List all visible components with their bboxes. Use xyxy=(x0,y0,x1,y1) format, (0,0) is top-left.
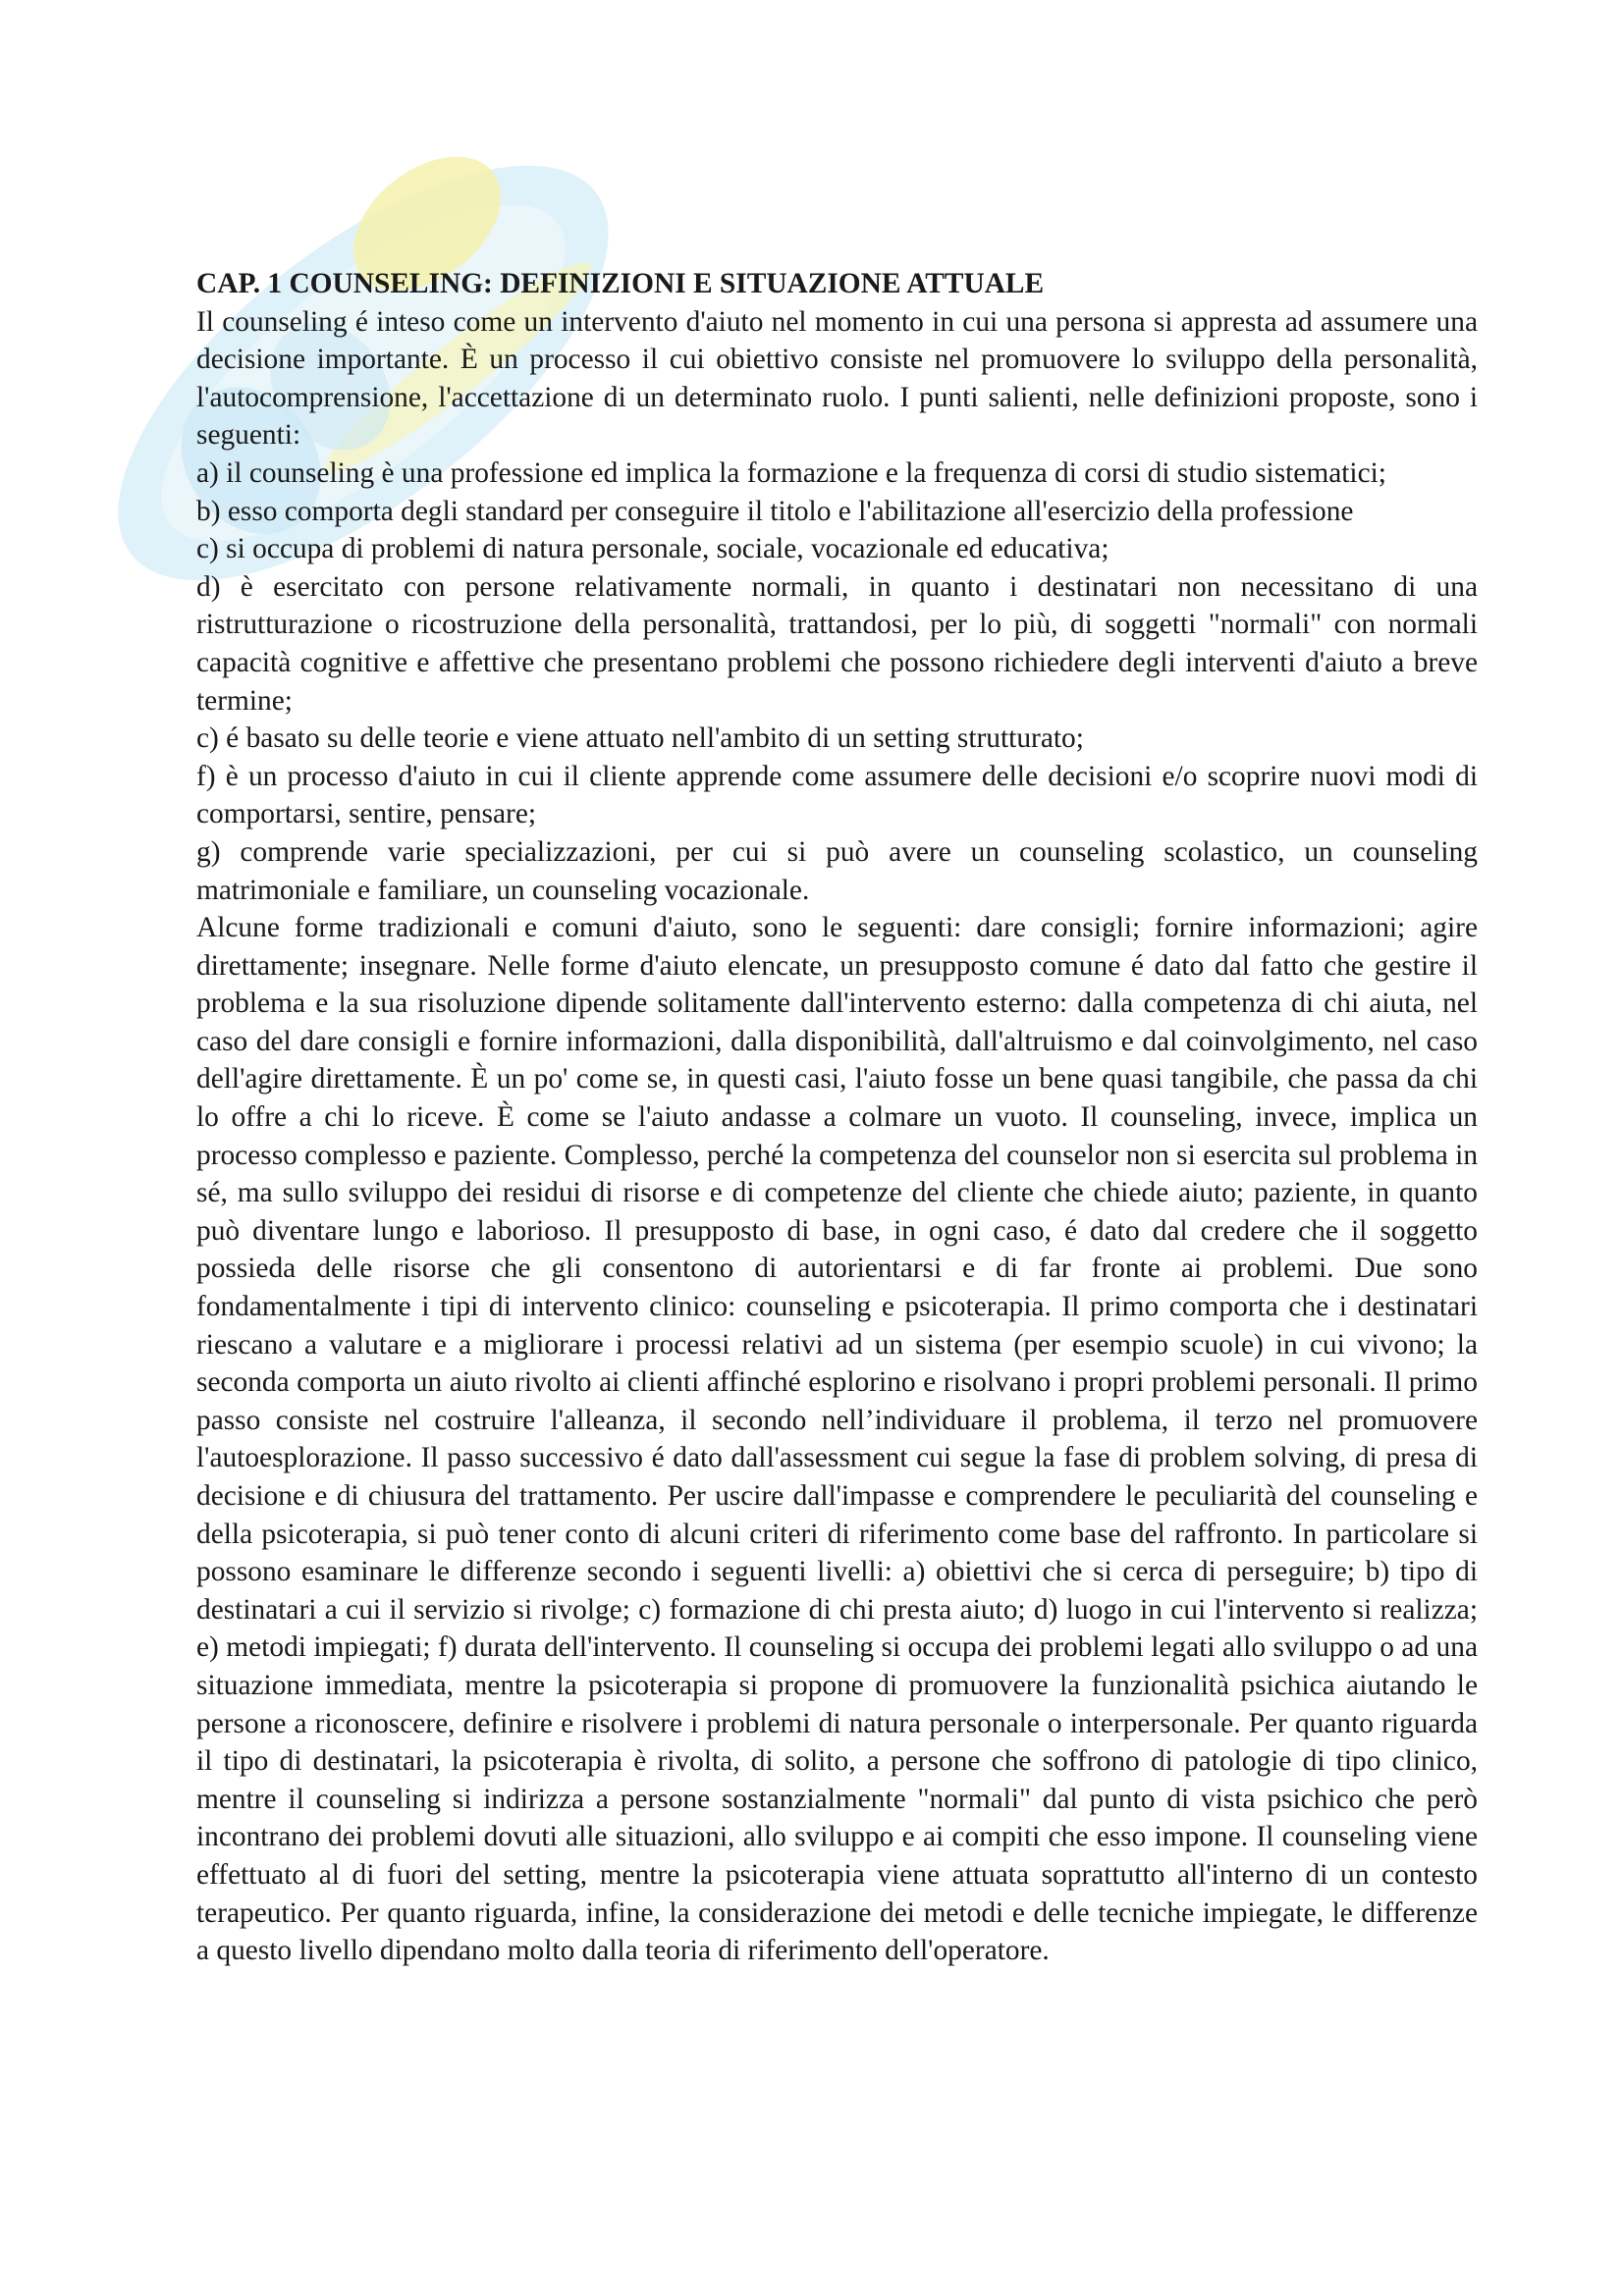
point-a: a) il counseling è una professione ed implica la formazione e la frequenza di corsi di studio sistematici; xyxy=(196,456,1386,489)
point-d: d) è esercitato con persone relativamente normali, in quanto i destinatari non necessitano di una ristrutturazione o ricostruzione della personalità, trattandosi, per lo più, di soggetti "normali" con normali capacità cognitive e affettive che presentano problemi che possono richiedere degli interventi d'aiuto a breve termine; xyxy=(196,570,1478,717)
intro-paragraph: Il counseling é inteso come un intervento d'aiuto nel momento in cui una persona si appresta ad assumere una decisione importante. È un processo il cui obiettivo consiste nel promuovere lo sviluppo della personalità, l'autocomprensione, l'accettazione di un determinato ruolo. I punti salienti, nelle definizioni proposte, sono i seguenti: xyxy=(196,305,1478,452)
point-f: f) è un processo d'aiuto in cui il cliente apprende come assumere delle decisioni e/o scoprire nuovi modi di comportarsi, sentire, pensare; xyxy=(196,760,1478,830)
document-content xyxy=(196,265,1478,1970)
chapter-title: CAP. 1 COUNSELING: DEFINIZIONI E SITUAZIONE ATTUALE xyxy=(196,268,1045,299)
point-g: g) comprende varie specializzazioni, per cui si può avere un counseling scolastico, un counseling matrimoniale e familiare, un counseling vocazionale. xyxy=(196,835,1478,906)
point-e: c) é basato su delle teorie e viene attuato nell'ambito di un setting strutturato; xyxy=(196,722,1084,755)
point-b: b) esso comporta degli standard per conseguire il titolo e l'abilitazione all'esercizio della professione xyxy=(196,495,1354,527)
body-paragraph: Alcune forme tradizionali e comuni d'aiuto, sono le seguenti: dare consigli; fornire informazioni; agire direttamente; insegnare. Nelle forme d'aiuto elencate, un presupposto comune é dato dal fatto che gestire il problema e la sua risoluzione dipende solitamente dall'intervento esterno: dalla competenza di chi aiuta, nel caso del dare consigli e fornire informazioni, dalla disponibilità, dall'altruismo e dal coinvolgimento, nel caso dell'agire direttamente. È un po' come se, in questi casi, l'aiuto fosse un bene quasi tangibile, che passa da chi lo offre a chi lo riceve. È come se l'aiuto andasse a colmare un vuoto. Il counseling, invece, implica un processo complesso e paziente. Complesso, perché la competenza del counselor non si esercita sul problema in sé, ma sullo sviluppo dei residui di risorse e di competenze del cliente che chiede aiuto; paziente, in quanto può diventare lungo e laborioso. Il presupposto di base, in ogni caso, é dato dal credere che il soggetto possieda delle risorse che gli consentono di autorientarsi e di far fronte ai problemi. Due sono fondamentalmente i tipi di intervento clinico: counseling e psicoterapia. Il primo comporta che i destinatari riescano a valutare e a migliorare i processi relativi ad un sistema (per esempio scuole) in cui vivono; la seconda comporta un aiuto rivolto ai clienti affinché esplorino e risolvano i propri problemi personali. Il primo passo consiste nel costruire l'alleanza, il secondo nell’individuare il problema, il terzo nel promuovere l'autoesplorazione. Il passo successivo é dato dall'assessment cui segue la fase di problem solving, di presa di decisione e di chiusura del trattamento. Per uscire dall'impasse e comprendere le peculiarità del counseling e della psicoterapia, si può tener conto di alcuni criteri di riferimento come base del raffronto. In particolare si possono esaminare le differenze secondo i seguenti livelli: a) obiettivi che si cerca di perseguire; b) tipo di destinatari a cui il servizio si rivolge; c) formazione di chi presta aiuto; d) luogo in cui l'intervento si realizza; e) metodi impiegati; f) durata dell'intervento. Il counseling si occupa dei problemi legati allo sviluppo o ad una situazione immediata, mentre la psicoterapia si propone di promuovere la funzionalità psichica aiutando le persone a riconoscere, definire e risolvere i problemi di natura personale o interpersonale. Per quanto riguarda il tipo di destinatari, la psicoterapia è rivolta, di solito, a persone che soffrono di patologie di tipo clinico, mentre il counseling si indirizza a persone sostanzialmente "normali" dal punto di vista psichico che però incontrano dei problemi dovuti alle situazioni, allo sviluppo e ai compiti che esso impone. Il counseling viene effettuato al di fuori del setting, mentre la psicoterapia viene attuata soprattutto all'interno di un contesto terapeutico. Per quanto riguarda, infine, la considerazione dei metodi e delle tecniche impiegate, le differenze a questo livello dipendano molto dalla teoria di riferimento dell'operatore. xyxy=(196,912,1479,1967)
point-c: c) si occupa di problemi di natura personale, sociale, vocazionale ed educativa; xyxy=(196,533,1109,565)
